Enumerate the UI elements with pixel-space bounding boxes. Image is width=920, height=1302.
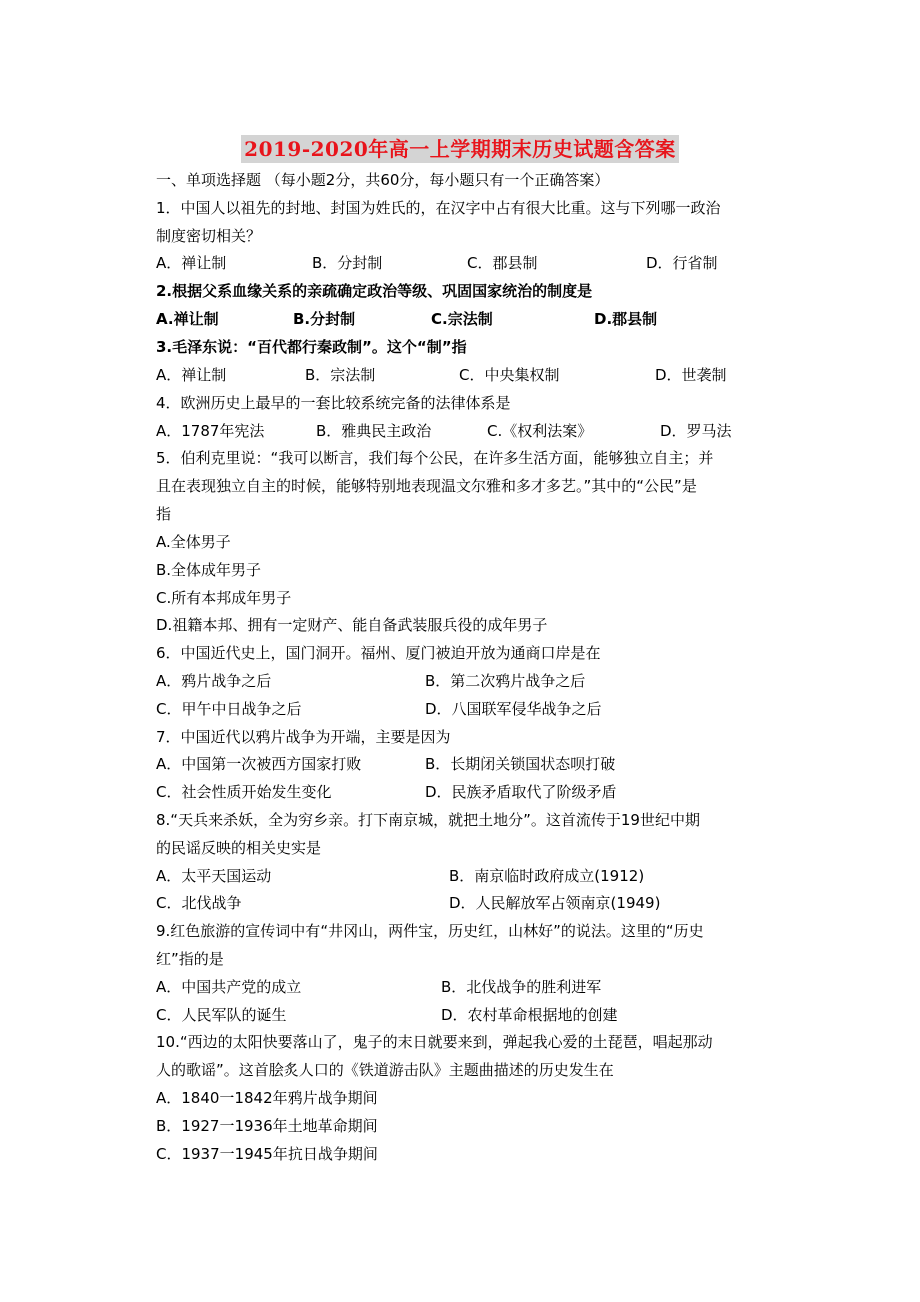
question-3-option-b: B．宗法制: [305, 366, 376, 384]
question-7-option-b: B．长期闭关锁国状态呗打破: [425, 755, 616, 773]
section-heading: 一、单项选择题 （每小题2分，共60分，每小题只有一个正确答案）: [156, 171, 610, 189]
question-1-option-a: A．禅让制: [156, 254, 227, 272]
question-6-option-c: C．甲午中日战争之后: [156, 700, 302, 718]
question-9-line-2: 红”指的是: [156, 950, 224, 968]
title-container: [0, 135, 920, 163]
question-2-option-c: C.宗法制: [431, 310, 493, 328]
question-3-option-d: D．世袭制: [655, 366, 727, 384]
question-6-option-d: D．八国联军侵华战争之后: [425, 700, 602, 718]
question-9-line-1: 9.红色旅游的宣传词中有“井冈山，两件宝，历史红，山林好”的说法。这里的“历史: [156, 922, 704, 940]
question-5-line-2: 且在表现独立自主的时候，能够特别地表现温文尔雅和多才多艺。”其中的“公民”是: [156, 477, 697, 495]
question-1-option-d: D．行省制: [646, 254, 718, 272]
question-2-line-1: 2.根据父系血缘关系的亲疏确定政治等级、巩固国家统治的制度是: [156, 282, 593, 300]
question-2-option-b: B.分封制: [293, 310, 356, 328]
question-9-option-b: B．北伐战争的胜利进军: [441, 978, 602, 996]
question-7-option-c: C．社会性质开始发生变化: [156, 783, 332, 801]
question-4-option-b: B．雅典民主政治: [316, 422, 432, 440]
question-7-option-a: A．中国第一次被西方国家打败: [156, 755, 362, 773]
question-9-option-d: D．农村革命根据地的创建: [441, 1006, 618, 1024]
question-4-option-d: D．罗马法: [660, 422, 732, 440]
question-10-option-a: A．1840一1842年鸦片战争期间: [156, 1089, 378, 1107]
question-1-line-1: 1．中国人以祖先的封地、封国为姓氏的，在汉字中占有很大比重。这与下列哪一政治: [156, 199, 721, 217]
question-5-option-d: D.祖籍本邦、拥有一定财产、能自备武装服兵役的成年男子: [156, 616, 548, 634]
question-4-line-1: 4．欧洲历史上最早的一套比较系统完备的法律体系是: [156, 394, 511, 412]
question-10-option-c: C．1937一1945年抗日战争期间: [156, 1145, 378, 1163]
question-2-option-d: D.郡县制: [594, 310, 658, 328]
question-10-line-1: 10.“西边的太阳快要落山了，鬼子的末日就要来到，弹起我心爱的土琵琶，唱起那动: [156, 1033, 713, 1051]
question-3-option-c: C．中央集权制: [459, 366, 560, 384]
question-1-option-b: B．分封制: [312, 254, 383, 272]
question-6-option-b: B．第二次鸦片战争之后: [425, 672, 586, 690]
question-1-line-2: 制度密切相关？: [156, 227, 262, 245]
question-8-option-a: A．太平天国运动: [156, 867, 272, 885]
question-7-option-d: D．民族矛盾取代了阶级矛盾: [425, 783, 617, 801]
question-8-option-c: C．北伐战争: [156, 894, 242, 912]
question-3-line-1: 3.毛泽东说：“百代都行秦政制”。这个“制”指: [156, 338, 467, 356]
question-8-line-2: 的民谣反映的相关史实是: [156, 839, 322, 857]
question-6-line-1: 6．中国近代史上，国门洞开。福州、厦门被迫开放为通商口岸是在: [156, 644, 601, 662]
question-6-option-a: A．鸦片战争之后: [156, 672, 272, 690]
question-7-line-1: 7．中国近代以鸦片战争为开端，主要是因为: [156, 728, 451, 746]
question-5-option-b: B.全体成年男子: [156, 561, 262, 579]
question-8-option-d: D．人民解放军占领南京(1949): [449, 894, 661, 912]
question-9-option-a: A．中国共产党的成立: [156, 978, 302, 996]
question-5-option-c: C.所有本邦成年男子: [156, 589, 292, 607]
question-9-option-c: C．人民军队的诞生: [156, 1006, 287, 1024]
question-8-option-b: B．南京临时政府成立(1912): [449, 867, 645, 885]
question-10-line-2: 人的歌谣”。这首脍炙人口的《铁道游击队》主题曲描述的历史发生在: [156, 1061, 614, 1079]
question-5-line-1: 5．伯利克里说：“我可以断言，我们每个公民，在许多生活方面，能够独立自主；并: [156, 449, 714, 467]
question-2-option-a: A.禅让制: [156, 310, 219, 328]
question-8-line-1: 8.“天兵来杀妖，全为穷乡亲。打下南京城，就把土地分”。这首流传于19世纪中期: [156, 811, 700, 829]
question-10-option-b: B．1927一1936年土地革命期间: [156, 1117, 378, 1135]
question-1-option-c: C．郡县制: [467, 254, 538, 272]
question-4-option-a: A．1787年宪法: [156, 422, 265, 440]
question-5-line-3: 指: [156, 505, 172, 523]
question-5-option-a: A.全体男子: [156, 533, 231, 551]
question-4-option-c: C.《权利法案》: [487, 422, 593, 440]
question-3-option-a: A．禅让制: [156, 366, 227, 384]
exam-title: 2019-2020年高一上学期期末历史试题含答案: [241, 135, 679, 163]
